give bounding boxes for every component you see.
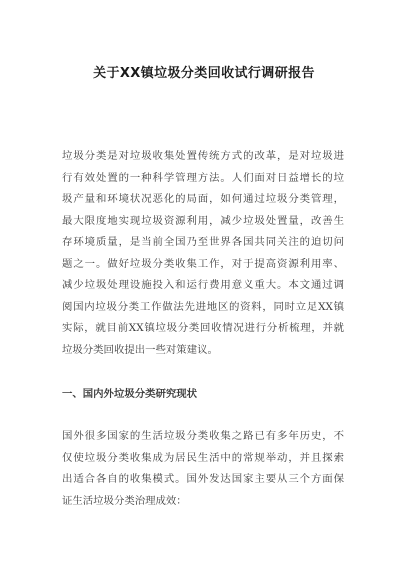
paragraph-line: 实际，就目前XX镇垃圾分类回收情况进行分析梳理，并就 <box>62 322 344 334</box>
paragraph-line: 圾产量和环境状况恶化的局面，如何通过垃圾分类管理， <box>62 193 344 205</box>
paragraph-line: 证生活垃圾分类治理成效： <box>62 494 187 507</box>
paragraph-line: 存环境质量，是当前全国乃至世界各国共同关注的迫切问 <box>62 236 344 248</box>
paragraph-line: 垃圾分类是对垃圾收集处置传统方式的改革，是对垃圾进 <box>62 150 344 162</box>
paragraph-line: 减少垃圾处理设施投入和运行费用意义重大。本文通过调 <box>62 279 344 291</box>
paragraph-line: 垃圾分类回收提出一些对策建议。 <box>62 343 218 356</box>
paragraph-line: 阅国内垃圾分类工作做法先进地区的资料，同时立足XX镇 <box>62 300 344 313</box>
paragraph-line: 最大限度地实现垃圾资源利用，减少垃圾处置量，改善生 <box>62 214 344 227</box>
section-heading: 一、国内外垃圾分类研究现状 <box>62 388 198 400</box>
section-paragraph <box>62 426 344 512</box>
paragraph-line: 行有效处置的一种科学管理方法。人们面对日益增长的垃 <box>62 171 344 184</box>
paragraph-line: 仅使垃圾分类收集成为居民生活中的常规举动，并且探索 <box>62 451 344 464</box>
document-title: 关于XX镇垃圾分类回收试行调研报告 <box>93 66 315 81</box>
paragraph-line: 题之一。做好垃圾分类收集工作，对于提高资源利用率、 <box>62 257 344 270</box>
paragraph-line: 出适合各自的收集模式。国外发达国家主要从三个方面保 <box>62 473 344 485</box>
intro-paragraph <box>62 146 344 361</box>
paragraph-line: 国外很多国家的生活垃圾分类收集之路已有多年历史，不 <box>62 430 344 442</box>
